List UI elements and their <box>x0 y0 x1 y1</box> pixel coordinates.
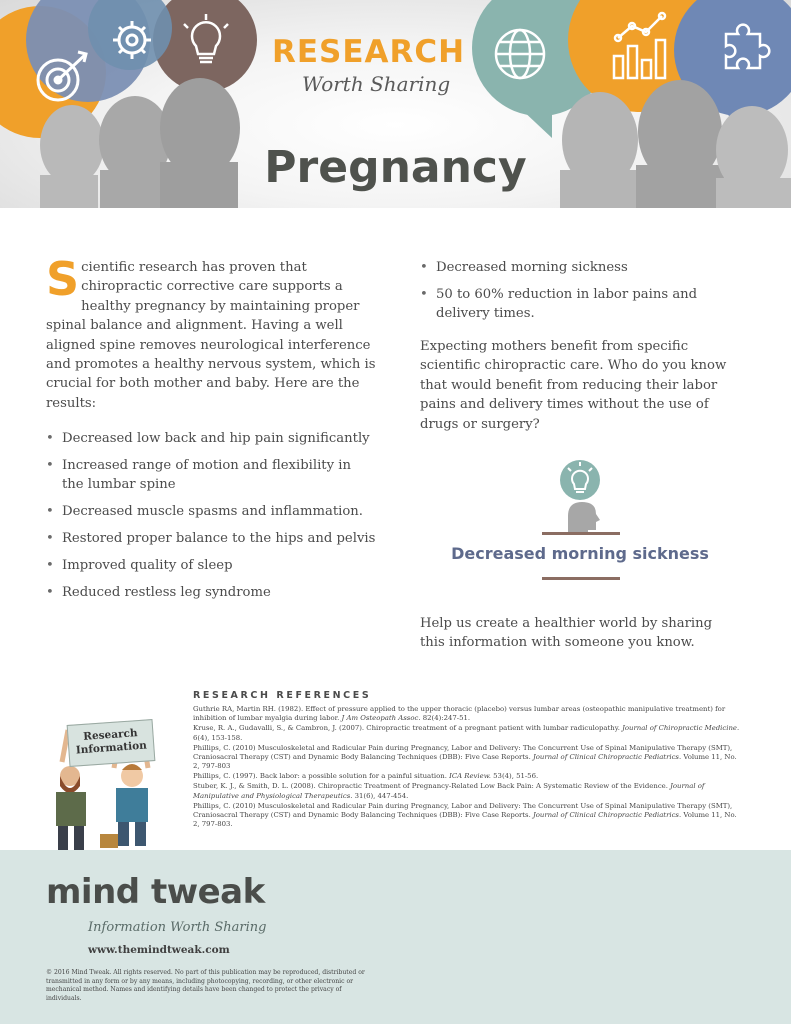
logo-tagline: Information Worth Sharing <box>88 920 267 935</box>
reference-journal: Journal of Chiropractic Medicine. <box>622 724 740 733</box>
mind-tweak-logo: mind tweak <box>46 872 265 912</box>
reference-volume: 6(4), 153-158. <box>193 733 243 742</box>
list-item: • Decreased low back and hip pain significantly <box>46 429 376 448</box>
right-column <box>420 258 750 434</box>
reference-text: Phillips, C. (1997). Back labor: a possible solution for a painful situation. <box>193 772 450 781</box>
footer <box>0 850 791 1024</box>
divider-top <box>542 532 620 535</box>
intro-paragraph <box>46 252 376 413</box>
reference-item <box>193 772 745 781</box>
head-lightbulb-icon <box>540 458 630 540</box>
list-item: • Decreased morning sickness <box>420 258 750 277</box>
references-title: RESEARCH REFERENCES <box>193 690 372 701</box>
header-banner <box>0 0 791 208</box>
drop-cap: S <box>46 252 80 306</box>
reference-text: Phillips, C. (2010) Musculoskeletal and Radicular Pain during Pregnancy, Labor and Delivery: The Concurrent Use of Spinal Manipulative Therapy (SMT), Craniosacral Therapy (CST) and Dynamic Body Balancing Techniques (DBB): Five Case Reports. <box>193 743 733 762</box>
reference-volume: 31(6), 447-454. <box>352 791 409 800</box>
results-list <box>46 429 376 602</box>
share-paragraph: Help us create a healthier world by sharing this information with someone you know. <box>420 616 713 651</box>
results-list-continued <box>420 258 750 323</box>
reference-item <box>193 724 745 743</box>
website-link[interactable]: www.themindtweak.com <box>88 944 230 956</box>
list-item: • 50 to 60% reduction in labor pains and delivery times. <box>420 285 750 323</box>
reference-item <box>193 744 745 772</box>
list-item: • Decreased muscle spasms and inflammation. <box>46 502 376 521</box>
brand-research: RESEARCH <box>272 34 466 70</box>
divider-bottom <box>542 577 620 580</box>
reference-volume: 82(4):247-51. <box>420 714 471 723</box>
list-item: • Restored proper balance to the hips and pelvis <box>46 529 376 548</box>
list-item: • Improved quality of sleep <box>46 556 376 575</box>
reference-item <box>193 802 745 830</box>
research-references <box>193 690 745 830</box>
research-information-sign <box>67 719 156 767</box>
copyright-notice: © 2016 Mind Tweak. All rights reserved. No part of this publication may be reproduced, distributed or transmitted in any form or by any means, including photocopying, recording, or other electronic or mechanical method. Names and identifying details have been changed to protect the privacy of individuals. <box>46 969 365 1002</box>
left-column <box>46 252 376 610</box>
research-characters-illustration <box>40 716 180 852</box>
benefit-paragraph: Expecting mothers benefit from specific scientific chiropractic care. Who do you know that would benefit from reducing their labor pains and delivery times without the use of drugs or surgery? <box>420 339 727 432</box>
callout-text: Decreased morning sickness <box>451 544 709 563</box>
sign-line-2: Information <box>75 739 148 757</box>
sign-line-1: Research <box>82 727 138 743</box>
reference-journal: Journal of Manipulative and Physiological Therapeutics. <box>193 782 705 800</box>
page-title: Pregnancy <box>264 142 527 193</box>
reference-text: Guthrie RA, Martin RH. (1982). Effect of pressure applied to the upper thoracic (placebo) versus lumbar areas (osteopathic manipulative treatment) for inhibition of lumbar myalgia during labor. <box>193 705 726 723</box>
reference-text: Phillips, C. (2010) Musculoskeletal and Radicular Pain during Pregnancy, Labor and Delivery: The Concurrent Use of Spinal Manipulative Therapy (SMT), Craniosacral Therapy (CST) and Dynamic Body Balancing Techniques (DBB): Five Case Reports. <box>193 801 733 819</box>
intro-text: cientific research has proven that chiropractic corrective care supports a healthy pregnancy by maintaining proper spinal balance and alignment. Having a well aligned spine removes neurological interference and promotes a healthy nervous system, which is crucial for both mother and baby. Here are the results: <box>46 260 376 411</box>
reference-volume: Volume 11, No. 2, 797-803. <box>193 810 737 829</box>
reference-journal: Journal of Clinical Chiropractic Pediatrics. <box>532 810 682 819</box>
list-item: • Increased range of motion and flexibility in the lumbar spine <box>46 456 376 494</box>
reference-journal: J Am Osteopath Assoc. <box>341 714 421 723</box>
reference-item <box>193 782 745 801</box>
reference-journal: ICA Review. <box>449 772 491 781</box>
reference-text: Stuber, K. J., & Smith, D. L. (2008). Chiropractic Treatment of Pregnancy-Related Low Back Pain: A Systematic Review of the Evidence. <box>193 782 671 791</box>
reference-item <box>193 705 745 724</box>
reference-journal: Journal of Clinical Chiropractic Pediatrics. <box>532 753 682 762</box>
reference-volume: 53(4), 51-56. <box>490 772 539 781</box>
reference-text: Kruse, R. A., Gudavalli, S., & Cambron, J. (2007). Chiropractic treatment of a pregnant patient with lumbar radiculopathy. <box>193 724 623 733</box>
reference-volume: Volume 11, No. 2, 797-803 <box>193 753 737 771</box>
brand-worth-sharing: Worth Sharing <box>302 72 451 96</box>
list-item: • Reduced restless leg syndrome <box>46 583 376 602</box>
